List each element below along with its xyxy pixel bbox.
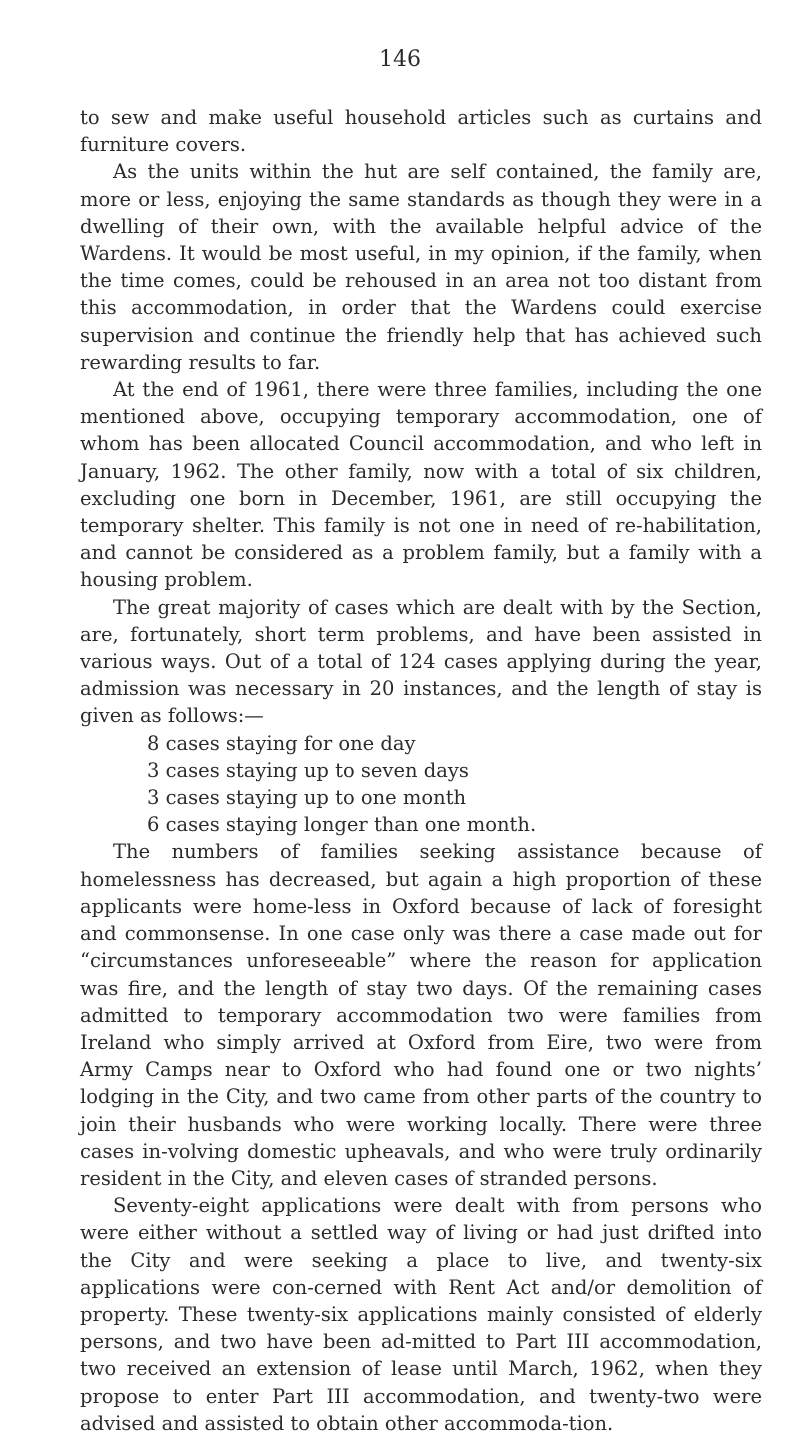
paragraph-continuation: to sew and make useful household articles such as curtains and furniture covers. [80,106,762,157]
paragraph-units-self-contained: As the units within the hut are self contained, the family are, more or less, enjoying the same standards as though they were in a dwelling of their own, with the available helpful advice of the Wardens. It would be most useful, in my opinion, if the family, when the time comes, could be rehoused in an area not too distant from this accommodation, in order that the Wardens could exercise supervision and continue the friendly help that has achieved such rewarding results to far. [80,160,762,374]
paragraph-great-majority: The great majority of cases which are dealt with by the Section, are, fortunately, short term problems, and have been assisted in various ways. Out of a total of 124 cases applying during the year, admission was necessary in 20 instances, and the length of stay is given as follows:— [80,595,762,728]
list-item: 6 cases staying longer than one month. [147,813,537,837]
document-body [80,104,762,1437]
page-number: 146 [379,47,421,72]
list-item: 3 cases staying up to one month [147,786,467,810]
list-item: 8 cases staying for one day [147,731,416,755]
length-of-stay-list [80,730,762,839]
list-item: 3 cases staying up to seven days [147,758,469,782]
paragraph-end-of-1961: At the end of 1961, there were three families, including the one mentioned above, occupying temporary accommodation, one of whom has been allocated Council accommodation, and who left in January, 1962. The other family, now with a total of six children, excluding one born in December, 1961, are still occupying the temporary shelter. This family is not one in need of re-habilitation, and cannot be considered as a problem family, but a family with a housing problem. [80,378,762,592]
paragraph-homelessness: The numbers of families seeking assistance because of homelessness has decreased, but again a high proportion of these applicants were home-less in Oxford because of lack of foresight and commonsense. In one case only was there a case made out for “circumstances unforeseeable” where the reason for application was fire, and the length of stay two days. Of the remaining cases admitted to temporary accommodation two were families from Ireland who simply arrived at Oxford from Eire, two were from Army Camps near to Oxford who had found one or two nights’ lodging in the City, and two came from other parts of the country to join their husbands who were working locally. There were three cases in-volving domestic upheavals, and who were truly ordinarily resident in the City, and eleven cases of stranded persons. [80,840,762,1190]
paragraph-seventy-eight: Seventy-eight applications were dealt with from persons who were either without a settled way of living or had just drifted into the City and were seeking a place to live, and twenty-six applications were con-cerned with Rent Act and/or demolition of property. These twenty-six applications mainly consisted of elderly persons, and two have been ad-mitted to Part III accommodation, two received an extension of lease until March, 1962, when they propose to enter Part III accommodation, and twenty-two were advised and assisted to obtain other accommoda-tion. [80,1194,762,1435]
